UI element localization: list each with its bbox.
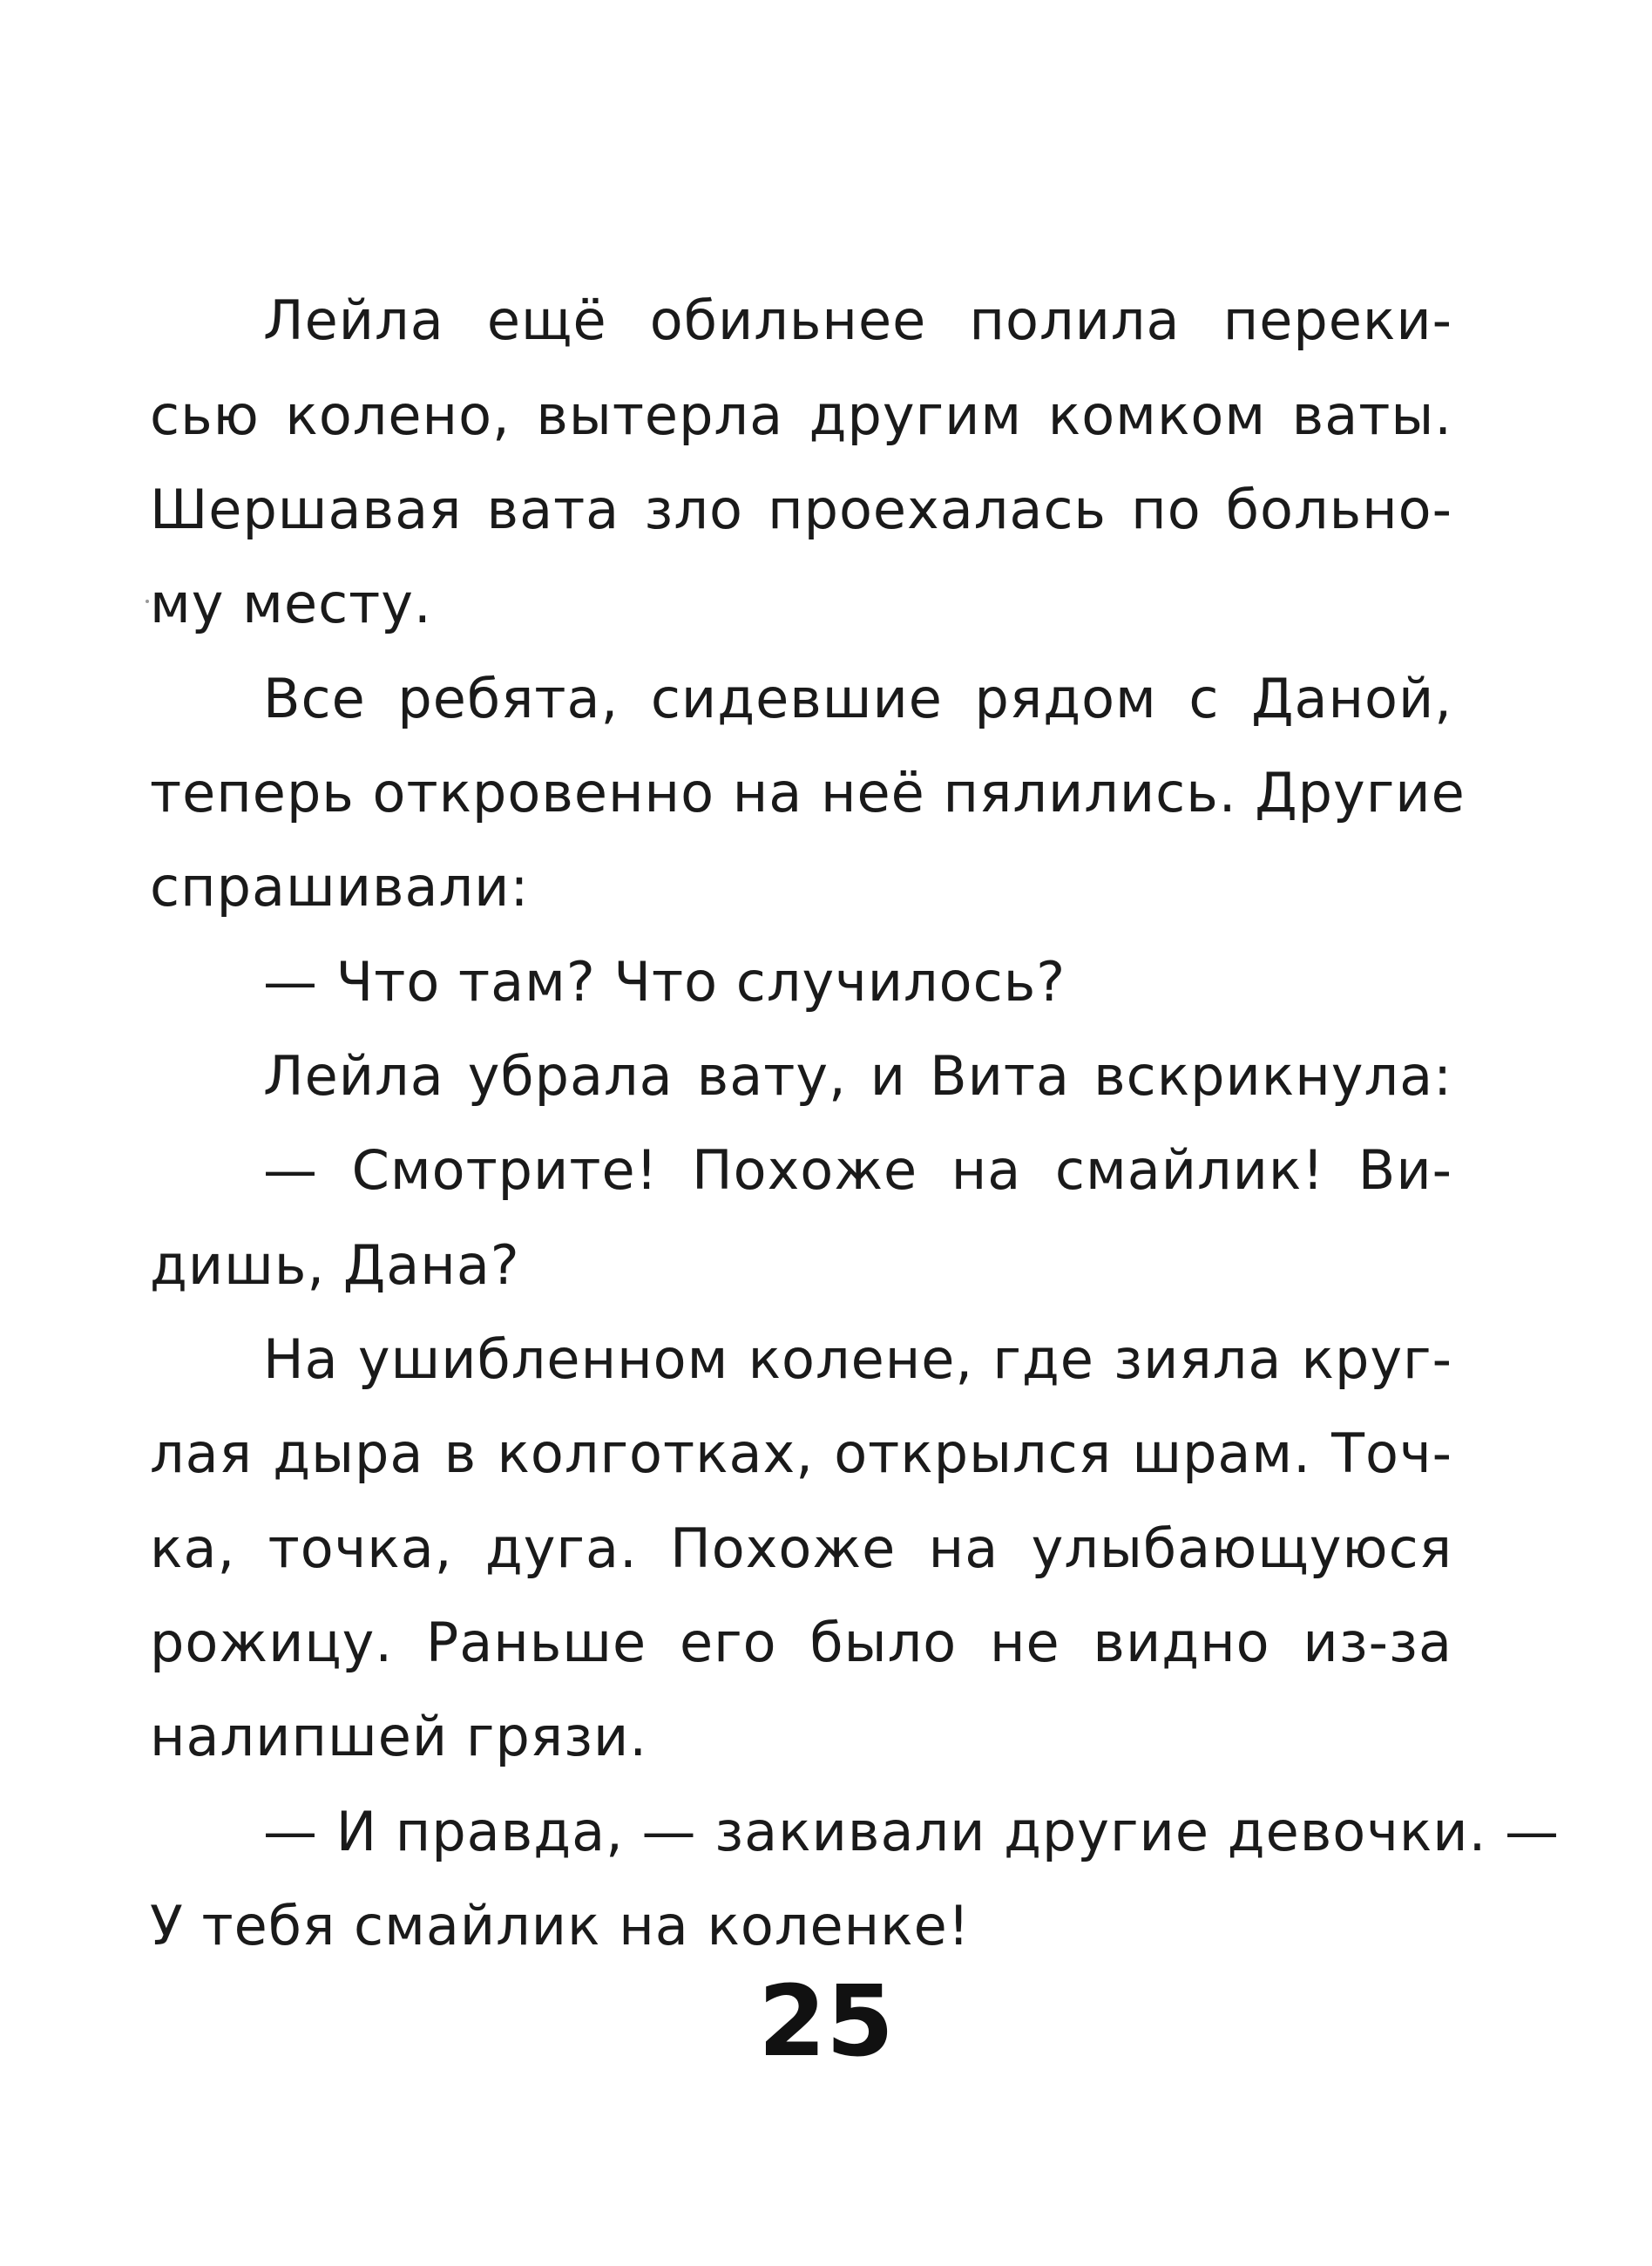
text-line: У тебя смайлик на коленке! xyxy=(150,1894,971,1957)
text-line: Шершавая вата зло проехалась по больно- xyxy=(150,478,1452,541)
text-line: На ушибленном колене, где зияла круг- xyxy=(263,1327,1452,1391)
text-line: му месту. xyxy=(150,572,432,635)
text-line: рожицу. Раньше его было не видно из-за xyxy=(150,1611,1452,1674)
text-line: ка, точка, дуга. Похоже на улыбающуюся xyxy=(150,1516,1452,1580)
scan-speck xyxy=(146,600,149,603)
text-line: Лейла ещё обильнее полила переки- xyxy=(263,288,1452,352)
text-line: сью колено, вытерла другим комком ваты. xyxy=(150,383,1452,447)
text-line: Лейла убрала вату, и Вита вскрикнула: xyxy=(263,1044,1452,1108)
text-line: налипшей грязи. xyxy=(150,1705,648,1768)
text-line: — И правда, — закивали другие девочки. — xyxy=(263,1800,1560,1863)
text-line: — Что там? Что случилось? xyxy=(263,950,1066,1014)
text-line: Все ребята, сидевшие рядом с Даной, xyxy=(263,667,1452,730)
page-number: 25 xyxy=(758,1965,894,2079)
text-line: — Смотрите! Похоже на смайлик! Ви- xyxy=(263,1138,1452,1202)
text-line: дишь, Дана? xyxy=(150,1233,520,1297)
text-line: спрашивали: xyxy=(150,855,530,919)
text-line: теперь откровенно на неё пялились. Другие xyxy=(150,761,1466,824)
text-line: лая дыра в колготках, открылся шрам. Точ- xyxy=(150,1421,1452,1485)
